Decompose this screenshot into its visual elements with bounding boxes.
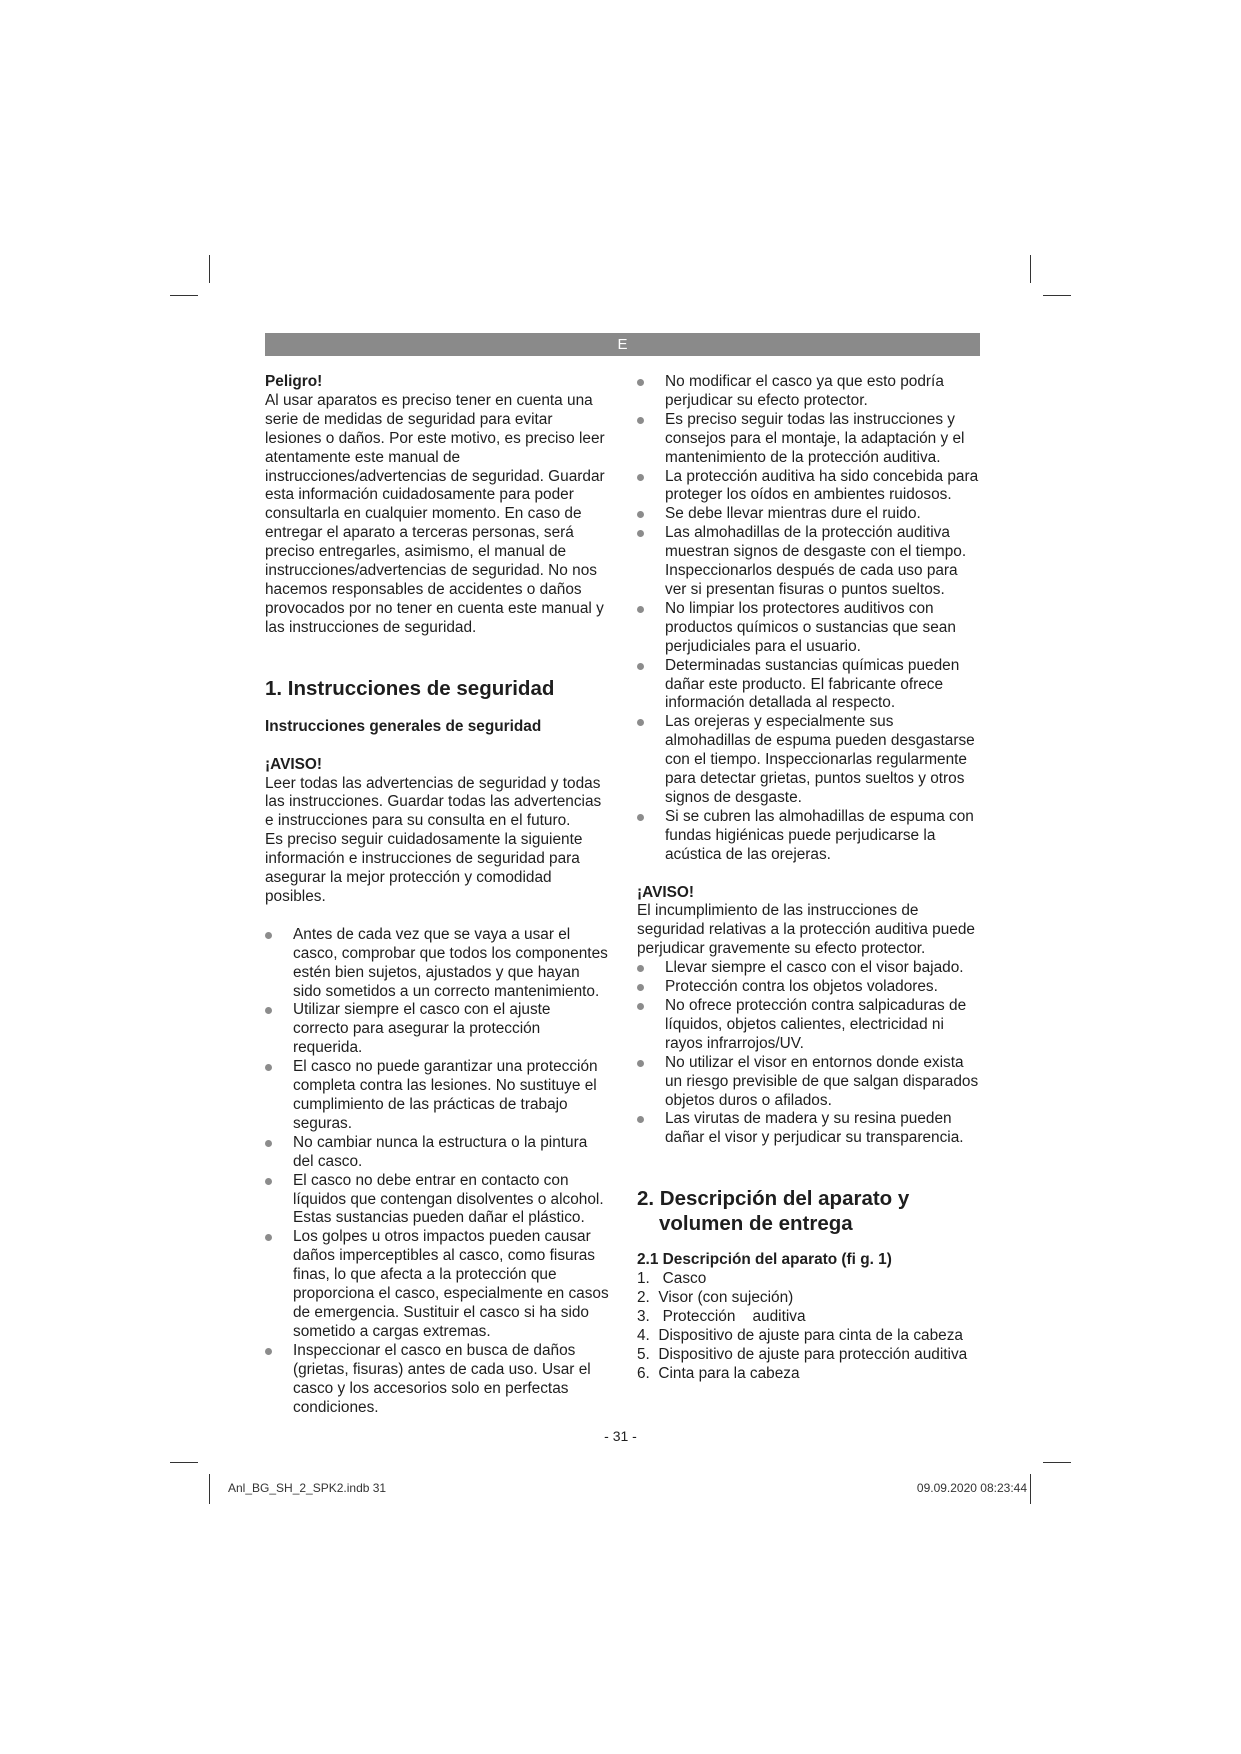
list-item: 4. Dispositivo de ajuste para cinta de la cabeza: [637, 1326, 963, 1344]
danger-title: Peligro!: [265, 373, 323, 390]
list-item: 3. Protección auditiva: [637, 1307, 806, 1325]
list-item: No modificar el casco ya que esto podría perjudicar su efecto protector.: [637, 373, 980, 411]
bullet-icon: [265, 1007, 272, 1014]
list-item: Protección contra los objetos voladores.: [637, 978, 980, 997]
warning-text: El incumplimiento de las instrucciones de seguridad relativas a la protección auditiva puede perjudicar gravemente su efecto protector.: [637, 902, 975, 958]
language-tab-label: E: [617, 336, 628, 353]
list-item: 6. Cinta para la cabeza: [637, 1364, 800, 1382]
bullet-icon: [637, 663, 644, 670]
left-column: [265, 373, 610, 1417]
list-item: 1. Casco: [637, 1270, 707, 1288]
danger-text: Al usar aparatos es preciso tener en cuenta una serie de medidas de seguridad para evitar lesiones o daños. Por este motivo, es preciso leer atentamente este manual de instrucciones/advertencias de seguridad. Guardar esta información cuidadosamente para poder consultarla en cualquier momento. En caso de entregar el aparato a terceras personas, será preciso entregarles, asimismo, el manual de instrucciones/advertencias de seguridad. No nos hacemos responsables de accidentes o daños provocados por no tener en cuenta este manual y las instrucciones de seguridad.: [265, 391, 605, 636]
crop-mark: [1030, 255, 1031, 283]
list-item: No ofrece protección contra salpicaduras de líquidos, objetos calientes, electricidad ni rayos infrarrojos/UV.: [637, 997, 980, 1054]
list-item: Antes de cada vez que se vaya a usar el casco, comprobar que todos los componentes estén bien sujetos, ajustados y que hayan sido sometidos a un correcto mantenimiento.: [265, 926, 610, 1002]
language-header-bar: [265, 333, 980, 356]
bullet-icon: [637, 606, 644, 613]
section-1-title: 1. Instrucciones de seguridad: [265, 676, 555, 700]
list-item: Se debe llevar mientras dure el ruido.: [637, 505, 980, 524]
bullet-icon: [637, 511, 644, 518]
bullet-icon: [637, 474, 644, 481]
bullet-icon: [637, 1116, 644, 1123]
list-item: No cambiar nunca la estructura o la pintura del casco.: [265, 1134, 610, 1172]
list-item: El casco no puede garantizar una protección completa contra las lesiones. No sustituye el cumplimiento de las prácticas de trabajo seguras.: [265, 1058, 610, 1134]
list-item: Si se cubren las almohadillas de espuma con fundas higiénicas puede perjudicarse la acústica de las orejeras.: [637, 808, 980, 865]
bullet-icon: [265, 1178, 272, 1185]
list-item: No utilizar el visor en entornos donde exista un riesgo previsible de que salgan disparados objetos duros o afilados.: [637, 1054, 980, 1111]
bullet-icon: [265, 1348, 272, 1355]
crop-mark: [1043, 1462, 1071, 1463]
intro-text: Es preciso seguir cuidadosamente la siguiente información e instrucciones de seguridad para asegurar la mejor protección y comodidad posibles.: [265, 831, 583, 905]
list-item: 2. Visor (con sujeción): [637, 1289, 794, 1307]
warning-text: Leer todas las advertencias de seguridad y todas las instrucciones. Guardar todas las advertencias e instrucciones para su consulta en el futuro.: [265, 774, 602, 830]
footer-file-info: Anl_BG_SH_2_SPK2.indb 31: [228, 1481, 387, 1495]
list-item: 5. Dispositivo de ajuste para protección auditiva: [637, 1345, 968, 1363]
bullet-icon: [637, 379, 644, 386]
bullet-icon: [637, 814, 644, 821]
crop-mark: [170, 1462, 198, 1463]
list-item: Inspeccionar el casco en busca de daños (grietas, fisuras) antes de cada uso. Usar el casco y los accesorios solo en perfectas condiciones.: [265, 1342, 610, 1418]
list-item: Es preciso seguir todas las instrucciones y consejos para el montaje, la adaptación y el mantenimiento de la protección auditiva.: [637, 411, 980, 468]
bullet-icon: [637, 719, 644, 726]
crop-mark: [1043, 295, 1071, 296]
bullet-icon: [265, 1234, 272, 1241]
crop-mark: [1030, 1474, 1031, 1504]
visor-safety-list: [637, 959, 980, 1148]
crop-mark: [170, 295, 198, 296]
list-item: Los golpes u otros impactos pueden causar daños imperceptibles al casco, como fisuras finas, lo que afecta a la protección que proporciona el casco, especialmente en casos de emergencia. Sustituir el casco si ha sido sometido a cargas extremas.: [265, 1228, 610, 1341]
footer-datetime: 09.09.2020 08:23:44: [916, 1481, 1027, 1495]
bullet-icon: [265, 932, 272, 939]
crop-mark: [209, 255, 210, 283]
parts-list: [637, 1270, 980, 1383]
warning-title: ¡AVISO!: [637, 883, 695, 901]
list-item: Utilizar siempre el casco con el ajuste correcto para asegurar la protección requerida.: [265, 1001, 610, 1058]
bullet-icon: [637, 530, 644, 537]
list-item: Determinadas sustancias químicas pueden dañar este producto. El fabricante ofrece información detallada al respecto.: [637, 657, 980, 714]
bullet-icon: [637, 1003, 644, 1010]
list-item: No limpiar los protectores auditivos con productos químicos o sustancias que sean perjudiciales para el usuario.: [637, 600, 980, 657]
list-item: Las orejeras y especialmente sus almohadillas de espuma pueden desgastarse con el tiempo. Inspeccionarlas regularmente para detectar grietas, puntos sueltos y otros signos de desgaste.: [637, 713, 980, 808]
crop-mark: [209, 1474, 210, 1504]
bullet-icon: [637, 984, 644, 991]
section-2-title: 2. Descripción del aparato y volumen de entrega: [637, 1187, 910, 1236]
hearing-protection-list: [637, 373, 980, 865]
helmet-safety-list: [265, 926, 610, 1418]
bullet-icon: [265, 1140, 272, 1147]
general-safety-title: Instrucciones generales de seguridad: [265, 717, 542, 735]
list-item: Llevar siempre el casco con el visor bajado.: [637, 959, 980, 978]
page-number: - 31 -: [604, 1428, 637, 1444]
bullet-icon: [637, 417, 644, 424]
bullet-icon: [637, 965, 644, 972]
list-item: Las virutas de madera y su resina pueden dañar el visor y perjudicar su transparencia.: [637, 1110, 980, 1148]
right-column: [637, 373, 980, 1384]
warning-title: ¡AVISO!: [265, 755, 323, 773]
subsection-title: 2.1 Descripción del aparato (fi g. 1): [637, 1251, 892, 1269]
list-item: La protección auditiva ha sido concebida para proteger los oídos en ambientes ruidosos.: [637, 468, 980, 506]
bullet-icon: [637, 1060, 644, 1067]
bullet-icon: [265, 1064, 272, 1071]
list-item: Las almohadillas de la protección auditiva muestran signos de desgaste con el tiempo. Inspeccionarlos después de cada uso para ver si presentan fisuras o puntos sueltos.: [637, 524, 980, 600]
list-item: El casco no debe entrar en contacto con líquidos que contengan disolventes o alcohol. Estas sustancias pueden dañar el plástico.: [265, 1172, 610, 1229]
